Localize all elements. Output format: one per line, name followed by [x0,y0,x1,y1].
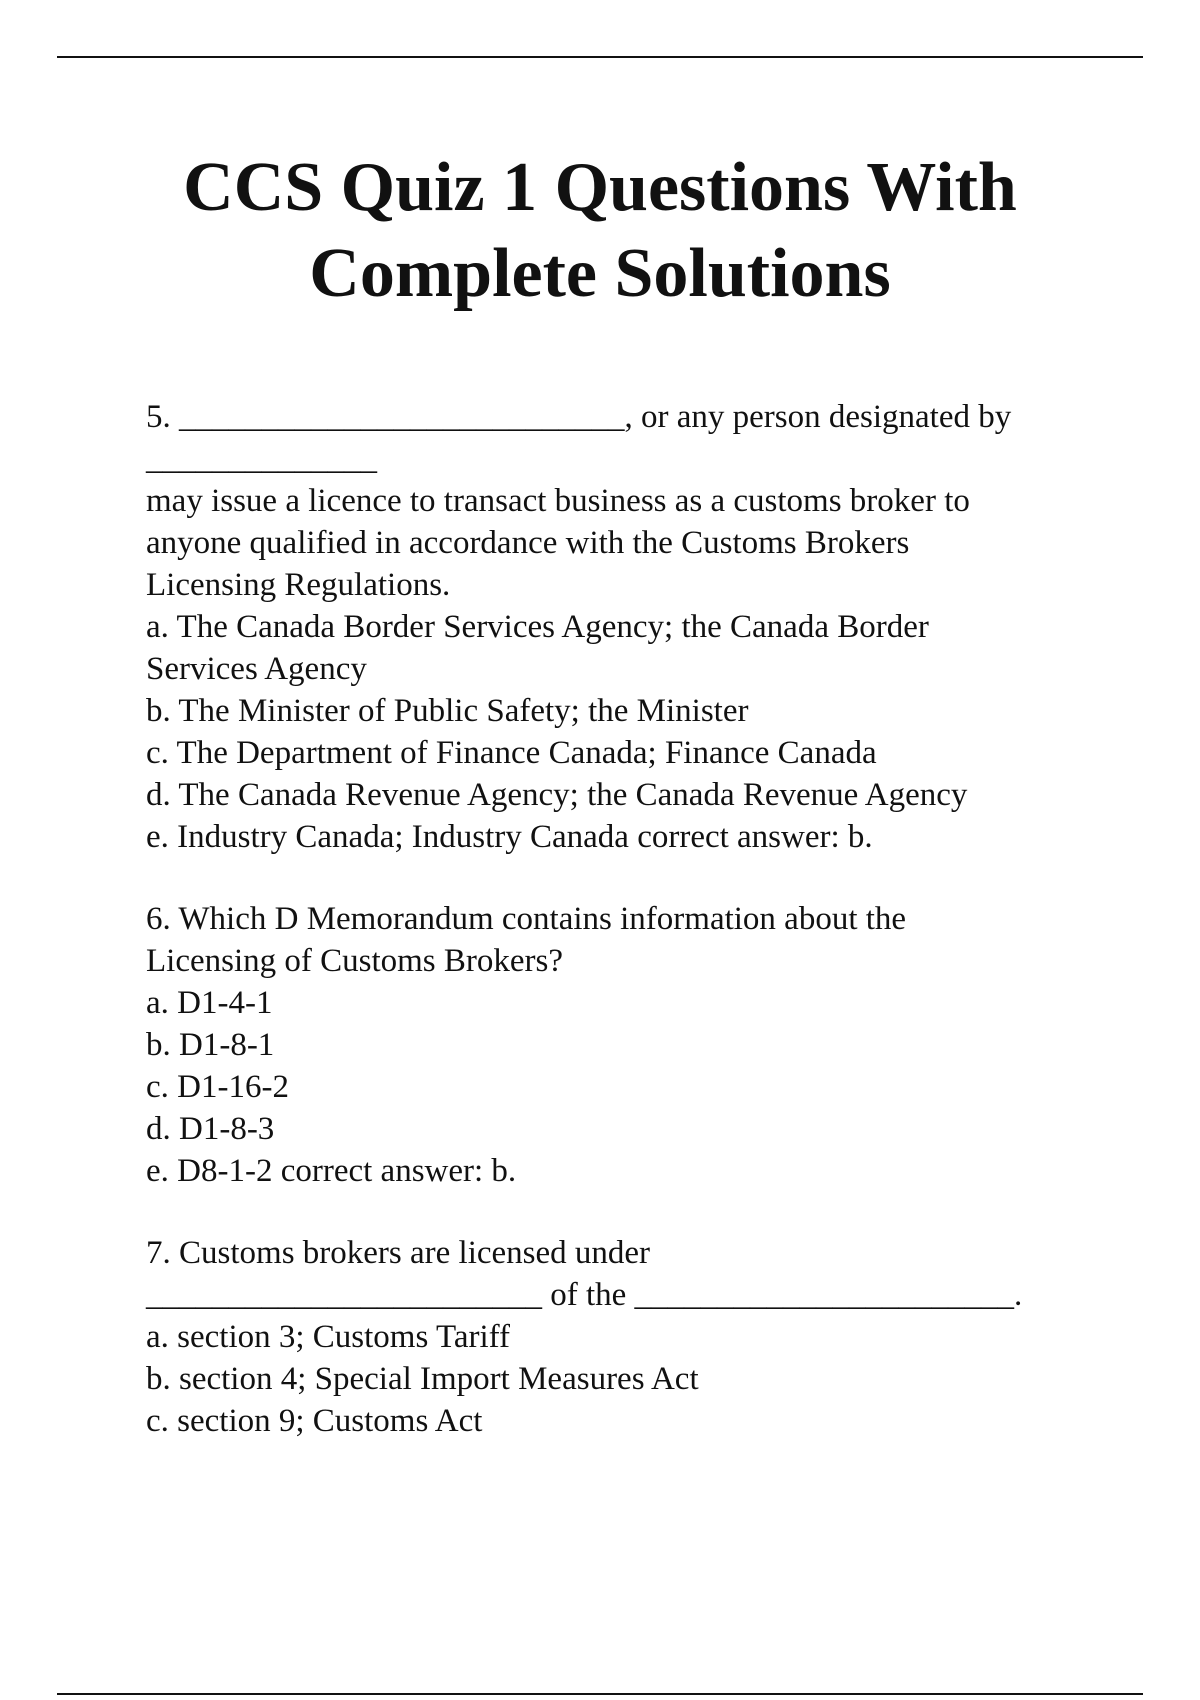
quiz-content [146,396,1096,1442]
question-7 [146,1232,1096,1442]
answer-option: b. section 4; Special Import Measures Act [146,1361,699,1397]
answer-option: a. section 3; Customs Tariff [146,1319,511,1355]
question-text: ________________________ of the _______________________. [146,1277,1023,1313]
answer-option: c. The Department of Finance Canada; Finance Canada [146,735,877,771]
question-text: 7. Customs brokers are licensed under [146,1235,651,1271]
question-text: Licensing of Customs Brokers? [146,943,564,979]
question-text: 6. Which D Memorandum contains information about the [146,901,907,937]
bottom-rule [57,1693,1143,1695]
question-text: anyone qualified in accordance with the Customs Brokers [146,525,910,561]
answer-option: a. D1-4-1 [146,985,273,1021]
answer-option: c. section 9; Customs Act [146,1403,483,1439]
question-text: may issue a licence to transact business as a customs broker to [146,483,970,519]
top-rule [57,56,1143,58]
question-text: Licensing Regulations. [146,567,451,603]
answer-option: c. D1-16-2 [146,1069,289,1105]
title-line-2: Complete Solutions [309,235,891,312]
answer-option: d. The Canada Revenue Agency; the Canada Revenue Agency [146,777,968,813]
answer-option: d. D1-8-3 [146,1111,275,1147]
answer-option: b. D1-8-1 [146,1027,275,1063]
answer-option: Services Agency [146,651,367,687]
title-line-1: CCS Quiz 1 Questions With [183,149,1017,226]
answer-option: e. D8-1-2 correct answer: b. [146,1153,517,1189]
question-5 [146,396,1096,858]
answer-option: a. The Canada Border Services Agency; the Canada Border [146,609,929,645]
page-title [100,145,1100,317]
answer-option: e. Industry Canada; Industry Canada correct answer: b. [146,819,873,855]
question-text: ______________ [146,441,377,477]
question-text: 5. ___________________________, or any person designated by [146,399,1012,435]
question-6 [146,898,1096,1192]
answer-option: b. The Minister of Public Safety; the Minister [146,693,749,729]
